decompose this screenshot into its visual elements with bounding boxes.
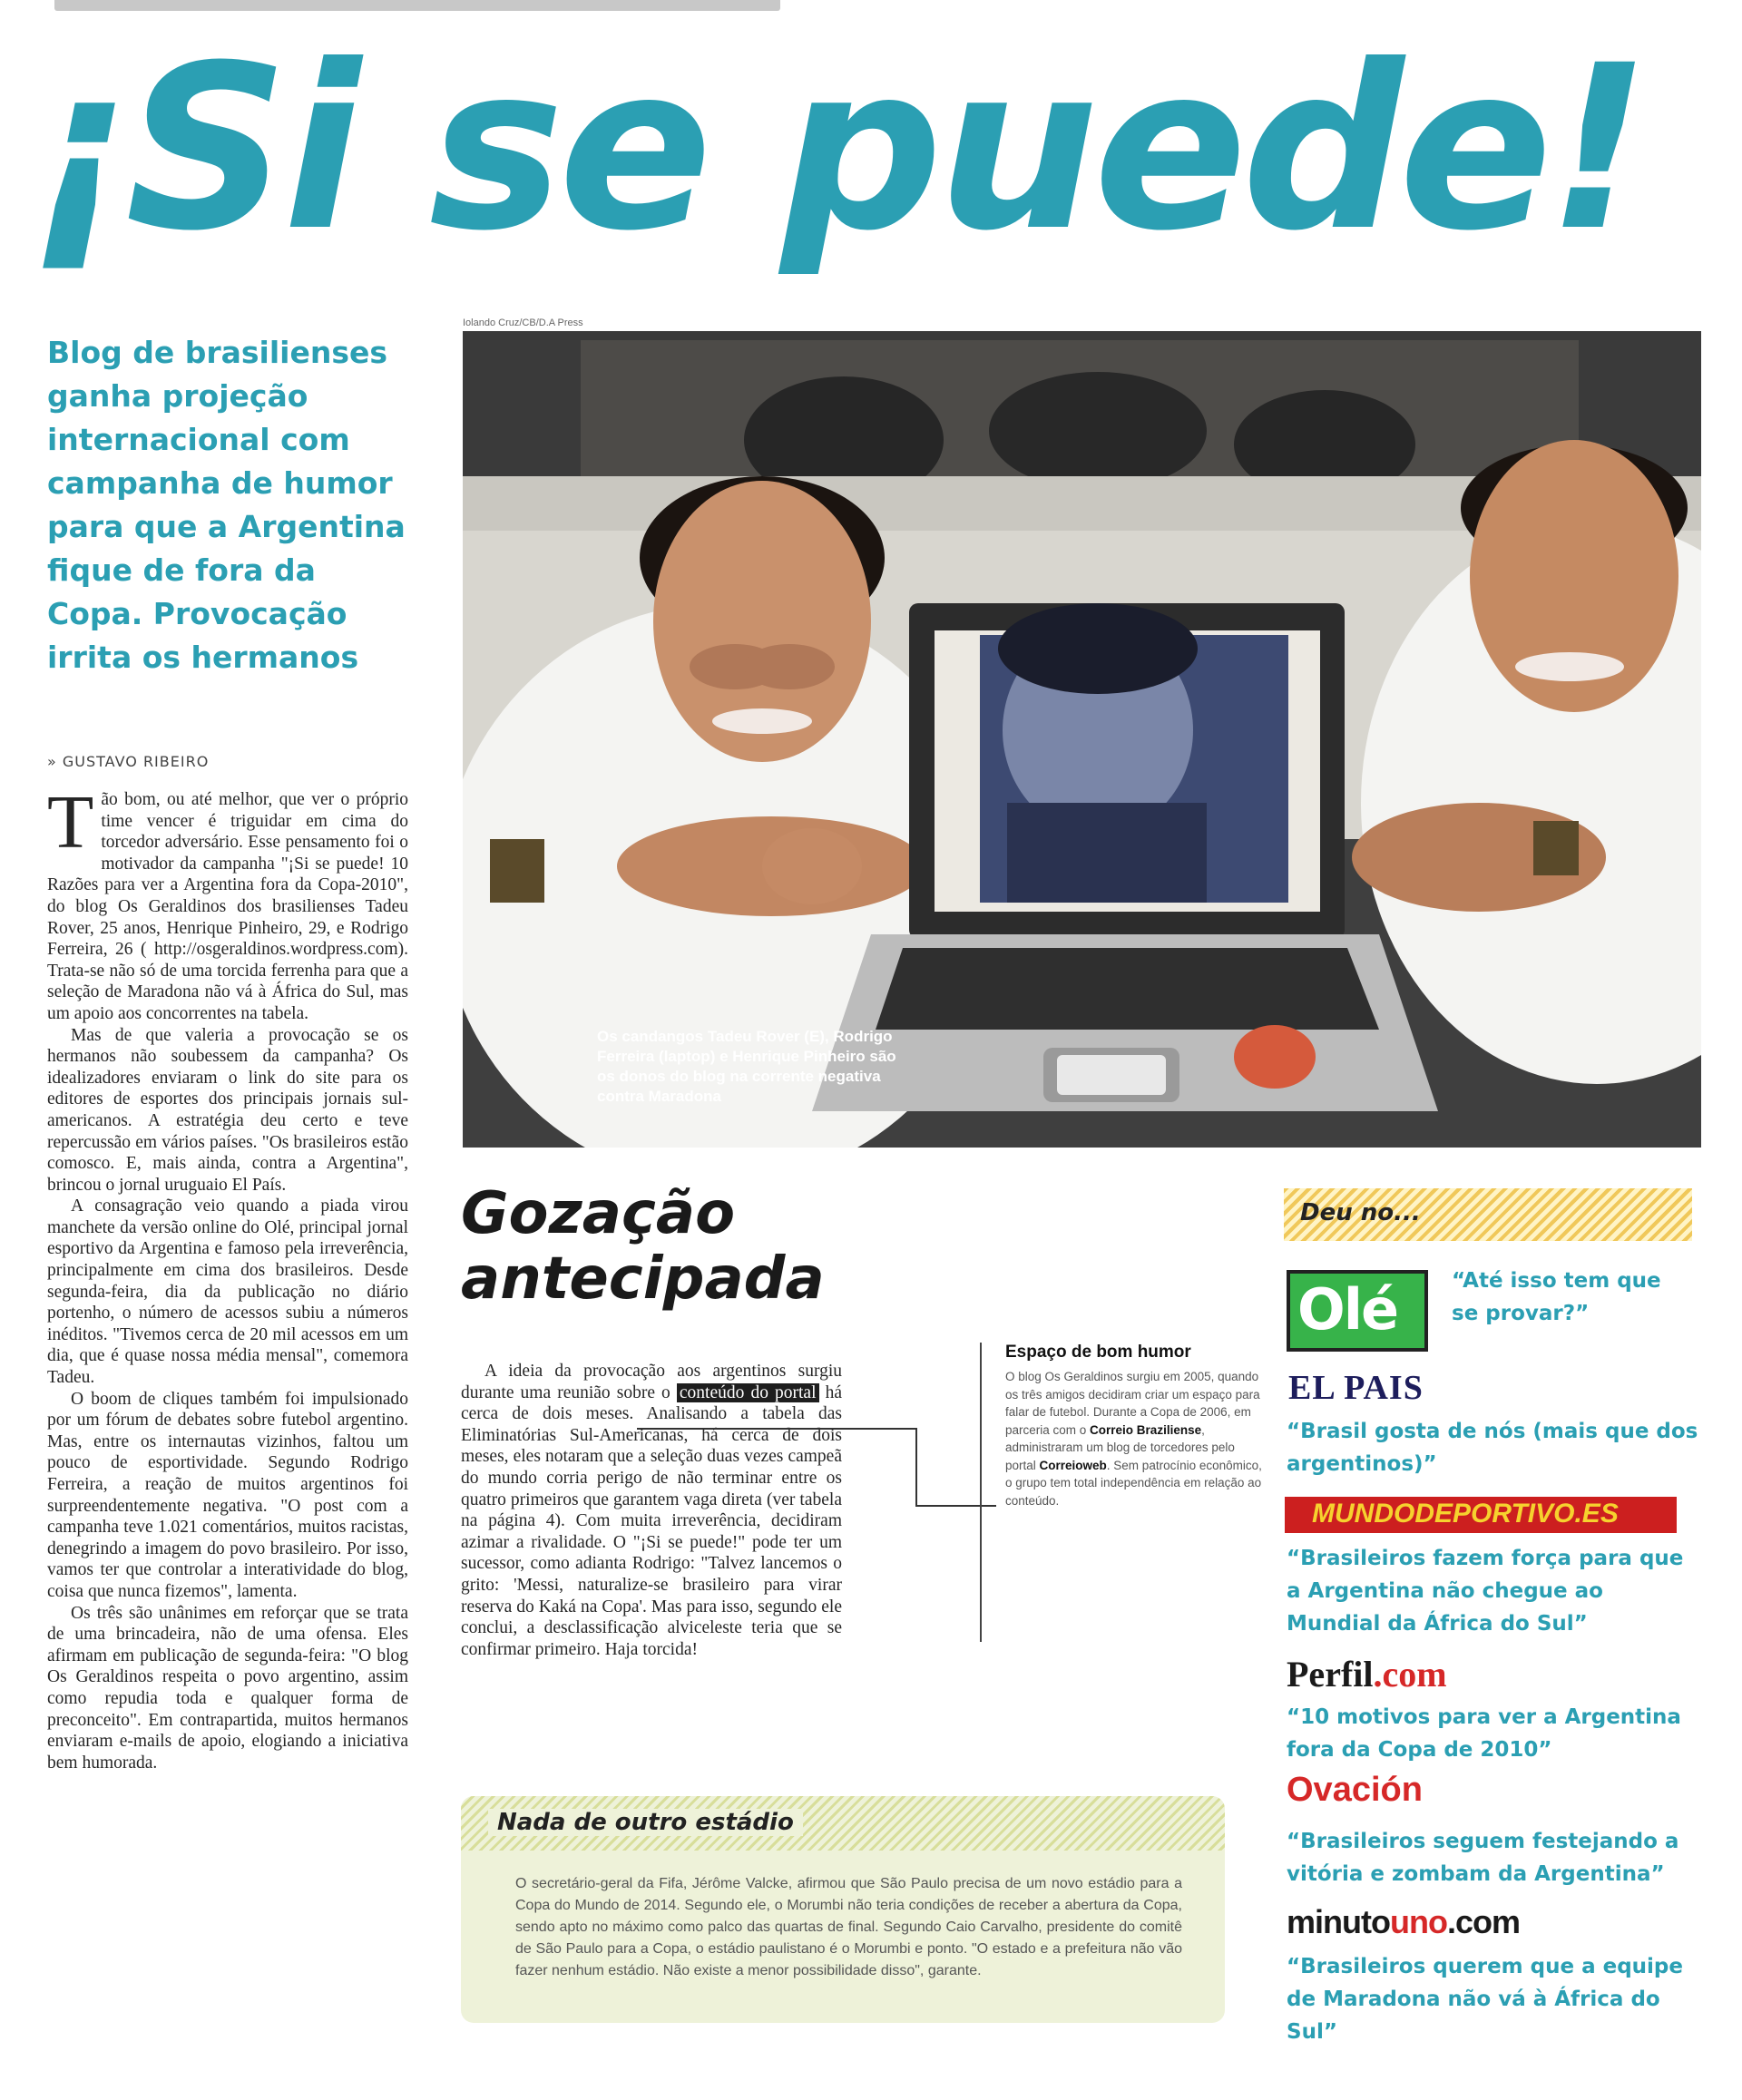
sidebar-box (980, 1343, 1264, 1642)
info-box (461, 1796, 1225, 2023)
minuto-uno-quote: “Brasileiros querem que a equipe de Maradona não vá à África do Sul” (1287, 1955, 1683, 2044)
ole-logo: Olé (1287, 1270, 1428, 1352)
mundo-deportivo-logo: MUNDODEPORTIVO.ES (1285, 1497, 1677, 1533)
perfil-quote: “10 motivos para ver a Argentina fora da Copa de 2010” (1287, 1705, 1681, 1762)
info-box-title: Nada de outro estádio (488, 1809, 803, 1836)
minuto-uno-logo: minutouno.com (1287, 1903, 1520, 1940)
paragraph: O boom de cliques também foi impulsionado por um fórum de debates sobre futebol argentino. Mas, entre os internautas vizinhos, faltou um pouco de esportividade. Segundo Rodrigo Ferreira, a reação de muitos argentinos foi surpreendentemente negativa. "O post com a campanha teve 1.021 comentários, muitos racistas, denegrindo a imagem do povo brasileiro. Por isso, vamos ter que controlar a interatividade do blog, coisa que nunca fizemos", lamenta. (47, 1389, 408, 1601)
paragraph: A consagração veio quando a piada virou manchete da versão online do Olé, principal jornal esportivo da Argentina e famoso pela irreverência, principalmente em cima dos brasileiros. Desde segunda-feira, dia da publicação no diário portenho, o número de acessos subiu a números inéditos. "Tivemos cerca de 20 mil acessos em um dia, que é quase nossa média mensal", comemora Tadeu. (47, 1197, 408, 1388)
info-box-text: O secretário-geral da Fifa, Jérôme Valcke, afirmou que São Paulo precisa de um novo estádio para a Copa do Mundo de 2014. Segundo ele, o Morumbi não teria condições de receber a abertura da Copa, sendo apto no máximo como palco das quartas de final. Segundo Caio Carvalho, presidente do comitê de São Paulo para a Copa, o estádio paulistano é o Morumbi e ponto. "O estado e a prefeitura não vão fazer nenhum estádio. Não existe a menor possibilidade disso", garante. (515, 1876, 1182, 1978)
photo-credit: Iolando Cruz/CB/D.A Press (463, 317, 583, 328)
connector-line (635, 1415, 998, 1524)
perfil-logo: Perfil.com (1287, 1654, 1447, 1695)
paragraph: Tão bom, ou até melhor, que ver o próprio time vencer é triguidar em cima do torcedor adversário. Esse pensamento foi o motivador da campanha "¡Si se puede! 10 Razões para ver a Argentina fora da Copa-2010", do blog Os Geraldinos dos brasilienses Tadeu Rover, 25 anos, Henrique Pinheiro, 29, e Rodrigo Ferreira, 26 ( http://osgeraldinos.wordpress.com). Trata-se não só de uma torcida ferrenha para que a seleção de Maradona não vá à África do Sul, mas um apoio aos concorrentes na tabela. (47, 789, 408, 1023)
sidebar-body: O blog Os Geraldinos surgiu em 2005, quando os três amigos decidiram criar um espaço para falar de futebol. Durante a Copa de 2006, em parceria com o Correio Braziliense, administraram um blog de torcedores pelo portal Correioweb. Sem patrocínio econômico, o grupo tem total independência em relação ao conteúdo. (1005, 1370, 1262, 1508)
deu-no-banner (1284, 1188, 1692, 1241)
cut-off-header (54, 0, 780, 11)
el-pais-quote: “Brasil gosta de nós (mais que dos argentinos)” (1287, 1420, 1698, 1476)
subhead: Gozação antecipada (461, 1180, 825, 1313)
paragraph: A ideia da provocação aos argentinos surgiu durante uma reunião sobre o conteúdo do portal há cerca de dois meses. Analisando a tabela das Eliminatórias Sul-Americanas, há cerca de dois meses, eles notaram que a seleção duas vezes campeã do mundo corria perigo de não terminar entre os quatro primeiros que garantem vaga direta (ver tabela na página 4). Com muita irreverência, decidiram azimar a rivalidade. O "¡Si se puede!" pode ter um sucessor, como adianta Rodrigo: "Talvez lancemos o grito: 'Messi, naturalize-se brasileiro para virar reserva do Kaká na Copa'. Mas para isso, segundo ele conclui, a desclassificação alviceleste teria que se confirmar primeiro. Haja torcida! (461, 1362, 842, 1659)
sidebar-title: Espaço de bom humor (1005, 1343, 1191, 1362)
deu-no-label: Deu no... (1300, 1199, 1421, 1226)
byline: » GUSTAVO RIBEIRO (47, 753, 210, 770)
drop-cap: T (47, 789, 94, 864)
main-photo (463, 331, 1701, 1148)
ole-quote: “Até isso tem que se provar?” (1452, 1269, 1661, 1325)
highlighted-term: conteúdo do portal (677, 1383, 819, 1402)
headline: ¡Si se puede! (27, 16, 1646, 280)
paragraph: Os três são unânimes em reforçar que se trata de uma brincadeira, não de uma ofensa. Eles afirmam em publicação de segunda-feira: "O blog Os Geraldinos respeita o povo argentino, assim como repudia toda e qualquer forma de preconceito". Em contrapartida, muitos hermanos enviaram e-mails de apoio, elogiando a iniciativa bem humorada. (47, 1603, 408, 1773)
ovacion-quote: “Brasileiros seguem festejando a vitória e zombam da Argentina” (1287, 1830, 1679, 1886)
el-pais-logo: EL PAIS (1288, 1369, 1424, 1407)
standfirst: Blog de brasilienses ganha projeção internacional com campanha de humor para que a Argentina fique de fora da Copa. Provocação irrita os hermanos (47, 335, 406, 675)
mundo-deportivo-quote: “Brasileiros fazem força para que a Argentina não chegue ao Mundial da África do Sul” (1287, 1547, 1684, 1636)
photo-caption: Os candangos Tadeu Rover (E), Rodrigo Ferreira (laptop) e Henrique Pinheiro são os donos do blog na corrente negativa contra Maradona (597, 1028, 896, 1105)
article-left-column (47, 789, 408, 2032)
ovacion-logo: Ovación (1287, 1771, 1423, 1809)
paragraph: Mas de que valeria a provocação se os hermanos não soubessem da campanha? Os idealizadores enviaram o link do site para os editores de esportes dos principais jornais sul-americanos. A estratégia deu certo e teve repercussão em vários países. "Os brasileiros estão comosco. E, mais ainda, contra a Argentina", brincou o jornal uruguaio El País. (47, 1025, 408, 1195)
